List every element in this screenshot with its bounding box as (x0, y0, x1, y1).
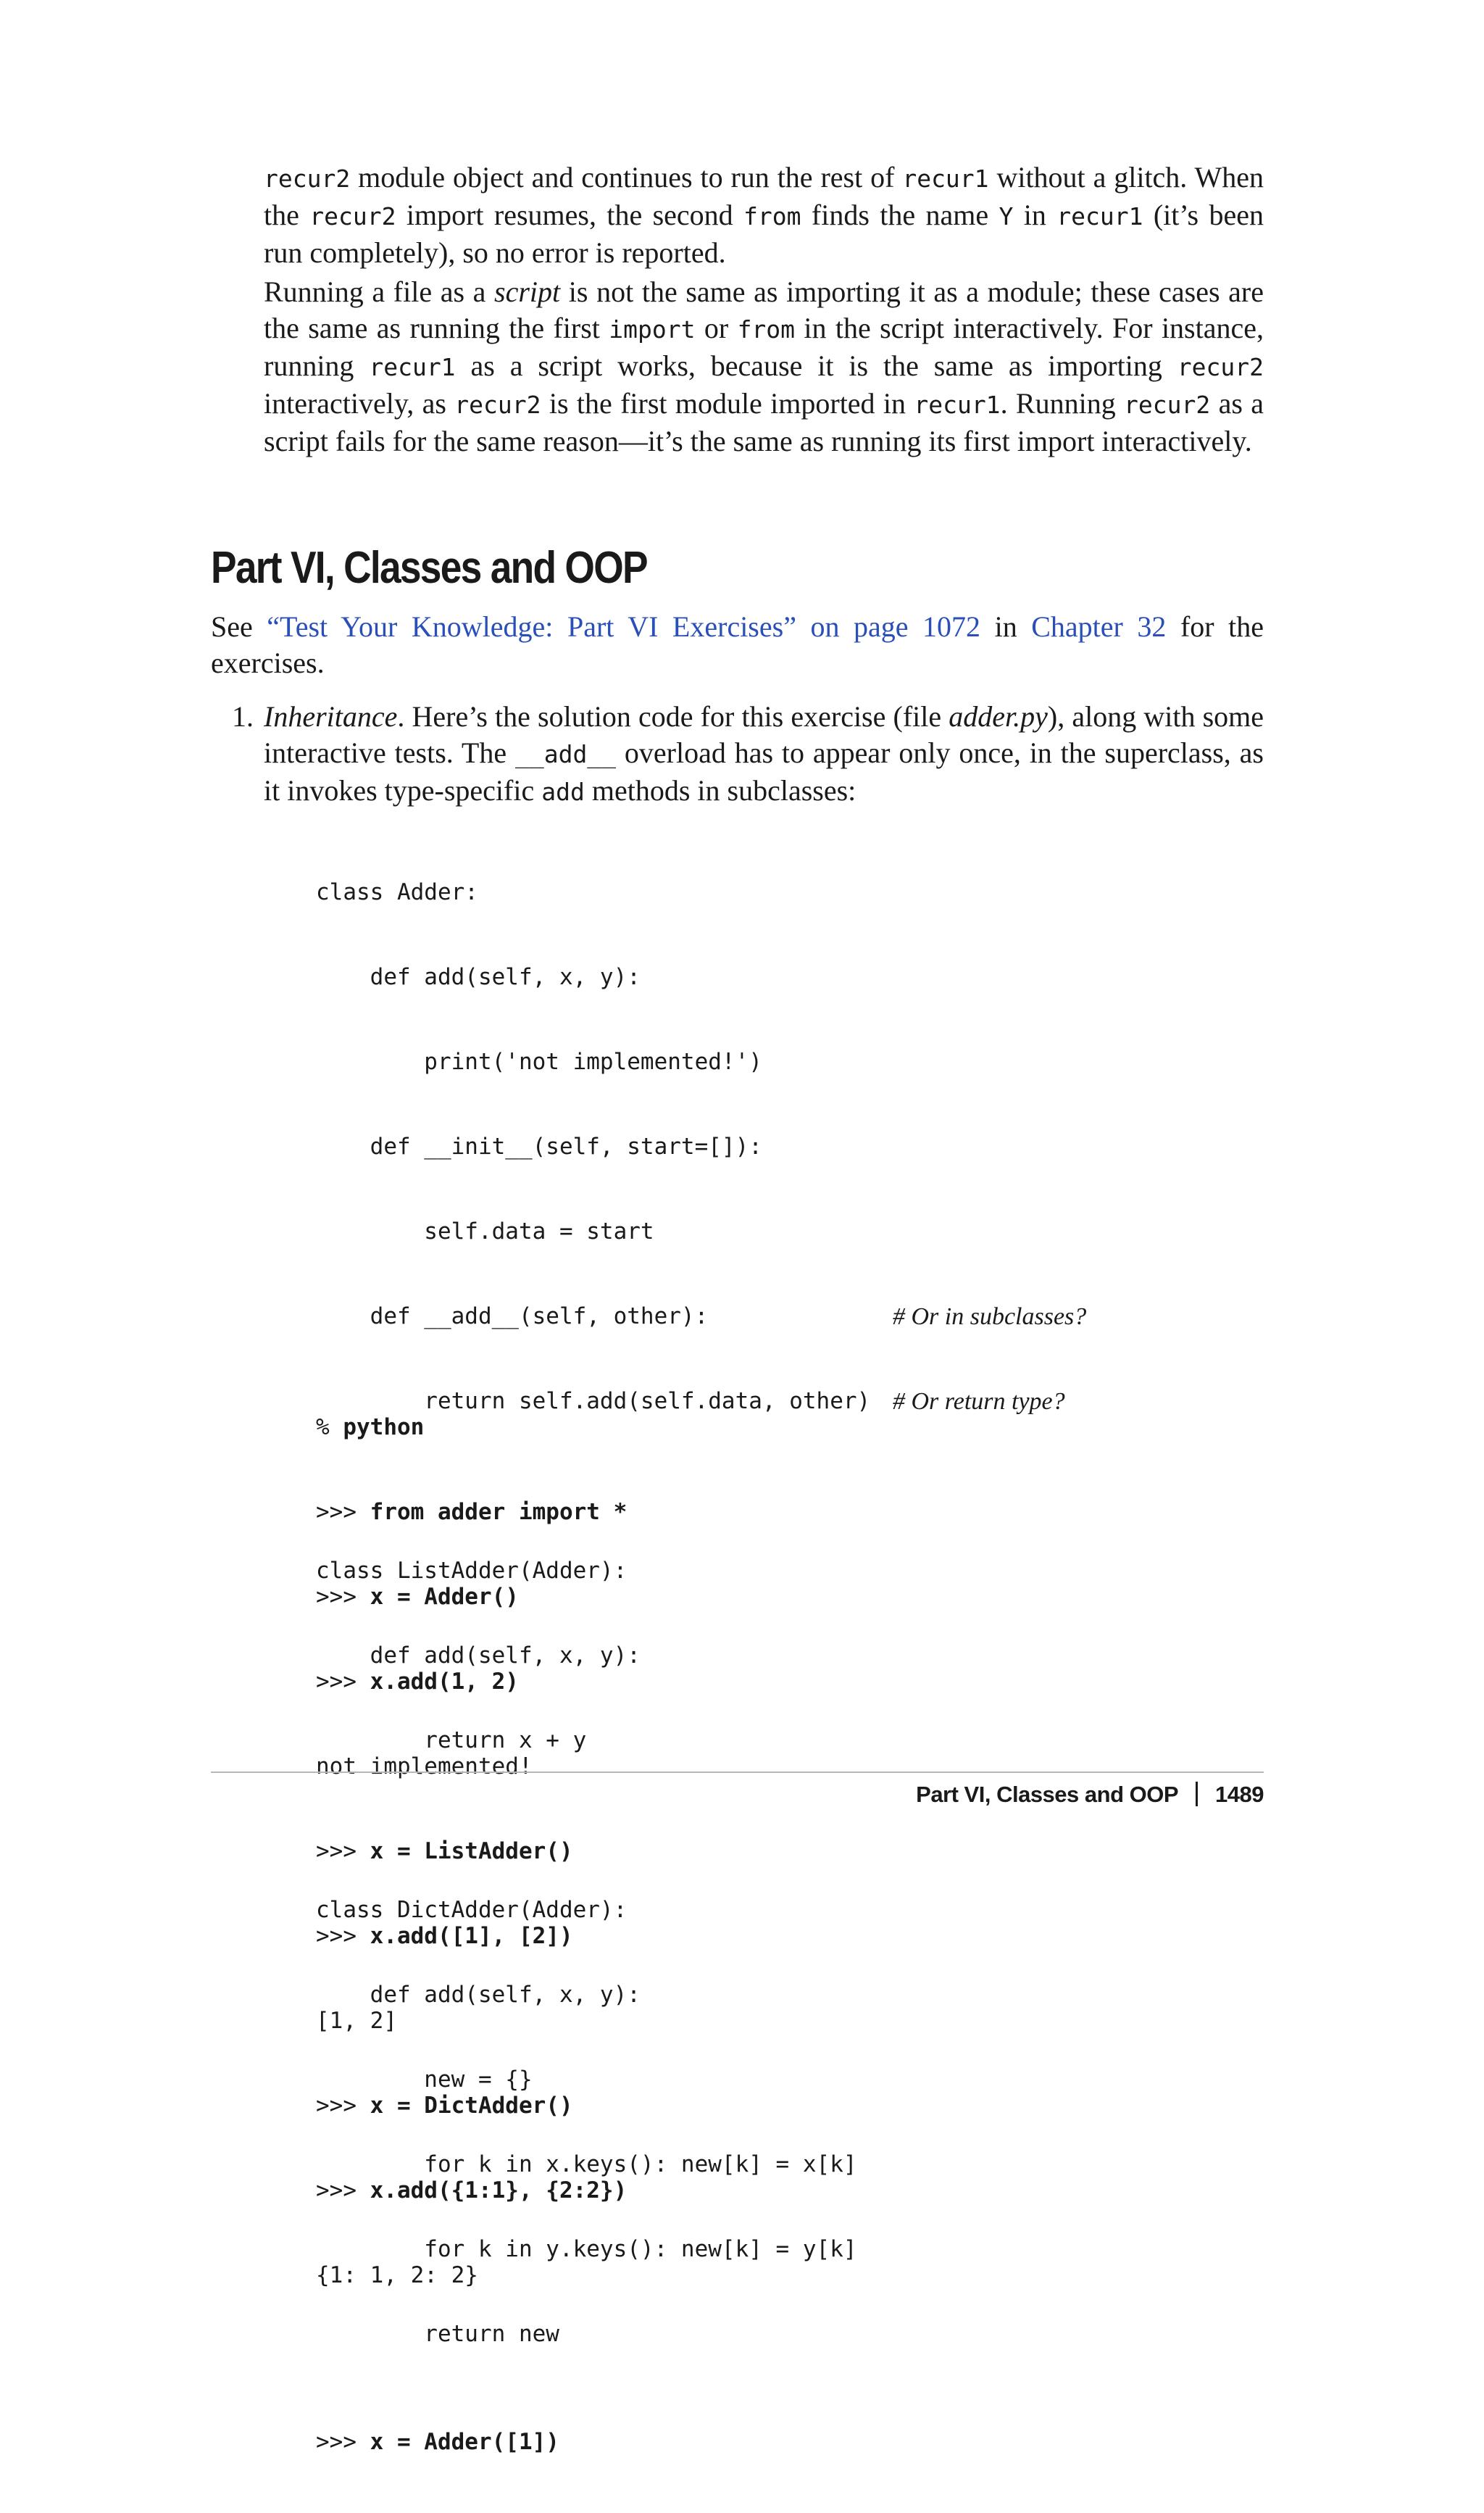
session-line: >>> x = ListAdder() (316, 1838, 573, 1864)
exercises-link[interactable]: “Test Your Knowledge: Part VI Exercises” on page 1072 (267, 610, 981, 643)
session-line: >>> x = Adder() (316, 1584, 519, 1610)
section-heading: Part VI, Classes and OOP (211, 543, 647, 593)
code-line: for k in x.keys(): new[k] = x[k] (316, 2151, 857, 2177)
page-footer (916, 1782, 1264, 1808)
session-line: % python (316, 1414, 425, 1440)
list-item-inheritance: Inheritance. Here’s the solution code for this exercise (file adder.py), along with some interactive tests. The __add__ overload has to appear only once, in the superclass, as it invokes type-specific add methods in subclasses: (264, 700, 1264, 807)
session-blank-line (316, 2346, 1185, 2372)
code-line: def add(self, x, y): (316, 1642, 641, 1669)
code-line: print('not implemented!') (316, 1049, 762, 1075)
code-comment: # Or in subclasses? (893, 1303, 1087, 1330)
session-output: {1: 1, 2: 2} (316, 2262, 478, 2288)
footer-divider (211, 1771, 1264, 1773)
session-line: >>> x = DictAdder() (316, 2093, 573, 2119)
code-line: class Adder: (316, 879, 478, 905)
session-output: [1, 2] (316, 2008, 397, 2034)
page-number: 1489 (1215, 1782, 1264, 1807)
session-line: >>> x.add(1, 2) (316, 1669, 519, 1695)
session-line: >>> x = Adder([1]) (316, 2429, 559, 2455)
footer-section-title: Part VI, Classes and OOP (916, 1782, 1179, 1807)
code-line: def add(self, x, y): (316, 1982, 641, 2008)
session-line: >>> x.add({1:1}, {2:2}) (316, 2177, 628, 2203)
code-line: return new (316, 2321, 559, 2347)
session-line: >>> from adder import * (316, 1499, 628, 1525)
code-line: for k in y.keys(): new[k] = y[k] (316, 2236, 857, 2262)
code-line: self.data = start (316, 1218, 654, 1245)
session-output: not implemented! (316, 1753, 533, 1779)
paragraph-recursive-import-explanation: recur2 module object and continues to run the rest of recur1 without a glitch. When the recur2 import resumes, the second from finds the name Y in recur1 (it’s been run completely), so no error is reported. (264, 161, 1264, 269)
code-comment: # Or return type? (893, 1388, 1065, 1415)
code-line: def __init__(self, start=[]): (316, 1134, 762, 1160)
code-line: return x + y (316, 1727, 587, 1753)
code-line: class DictAdder(Adder): (316, 1897, 628, 1923)
paragraph-see-exercises: See “Test Your Knowledge: Part VI Exercises” on page 1072 in Chapter 32 for the exercises. (211, 610, 1264, 679)
session-line: >>> x.add([1], [2]) (316, 1923, 573, 1949)
interactive-session (316, 1357, 1185, 2513)
chapter-link[interactable]: Chapter 32 (1031, 610, 1167, 643)
code-line: class ListAdder(Adder): (316, 1558, 628, 1584)
paragraph-script-vs-module: Running a file as a script is not the same as importing it as a module; these cases are the same as running the first import or from in the script interactively. For instance, running recur1 as a script works, because it is the same as importing recur2 interactively, as recur2 is the first module imported in recur1. Running recur2 as a script fails for the same reason—it’s the same as running its first import interactively. (264, 275, 1264, 457)
code-line: def __add__(self, other): # Or in subclasses? (316, 1303, 1087, 1330)
list-item-number: 1. (232, 700, 254, 733)
code-line: return self.add(self.data, other) # Or return type? (316, 1388, 1065, 1415)
footer-separator (1196, 1782, 1198, 1806)
code-line: def add(self, x, y): (316, 964, 641, 990)
code-line: new = {} (316, 2067, 533, 2093)
